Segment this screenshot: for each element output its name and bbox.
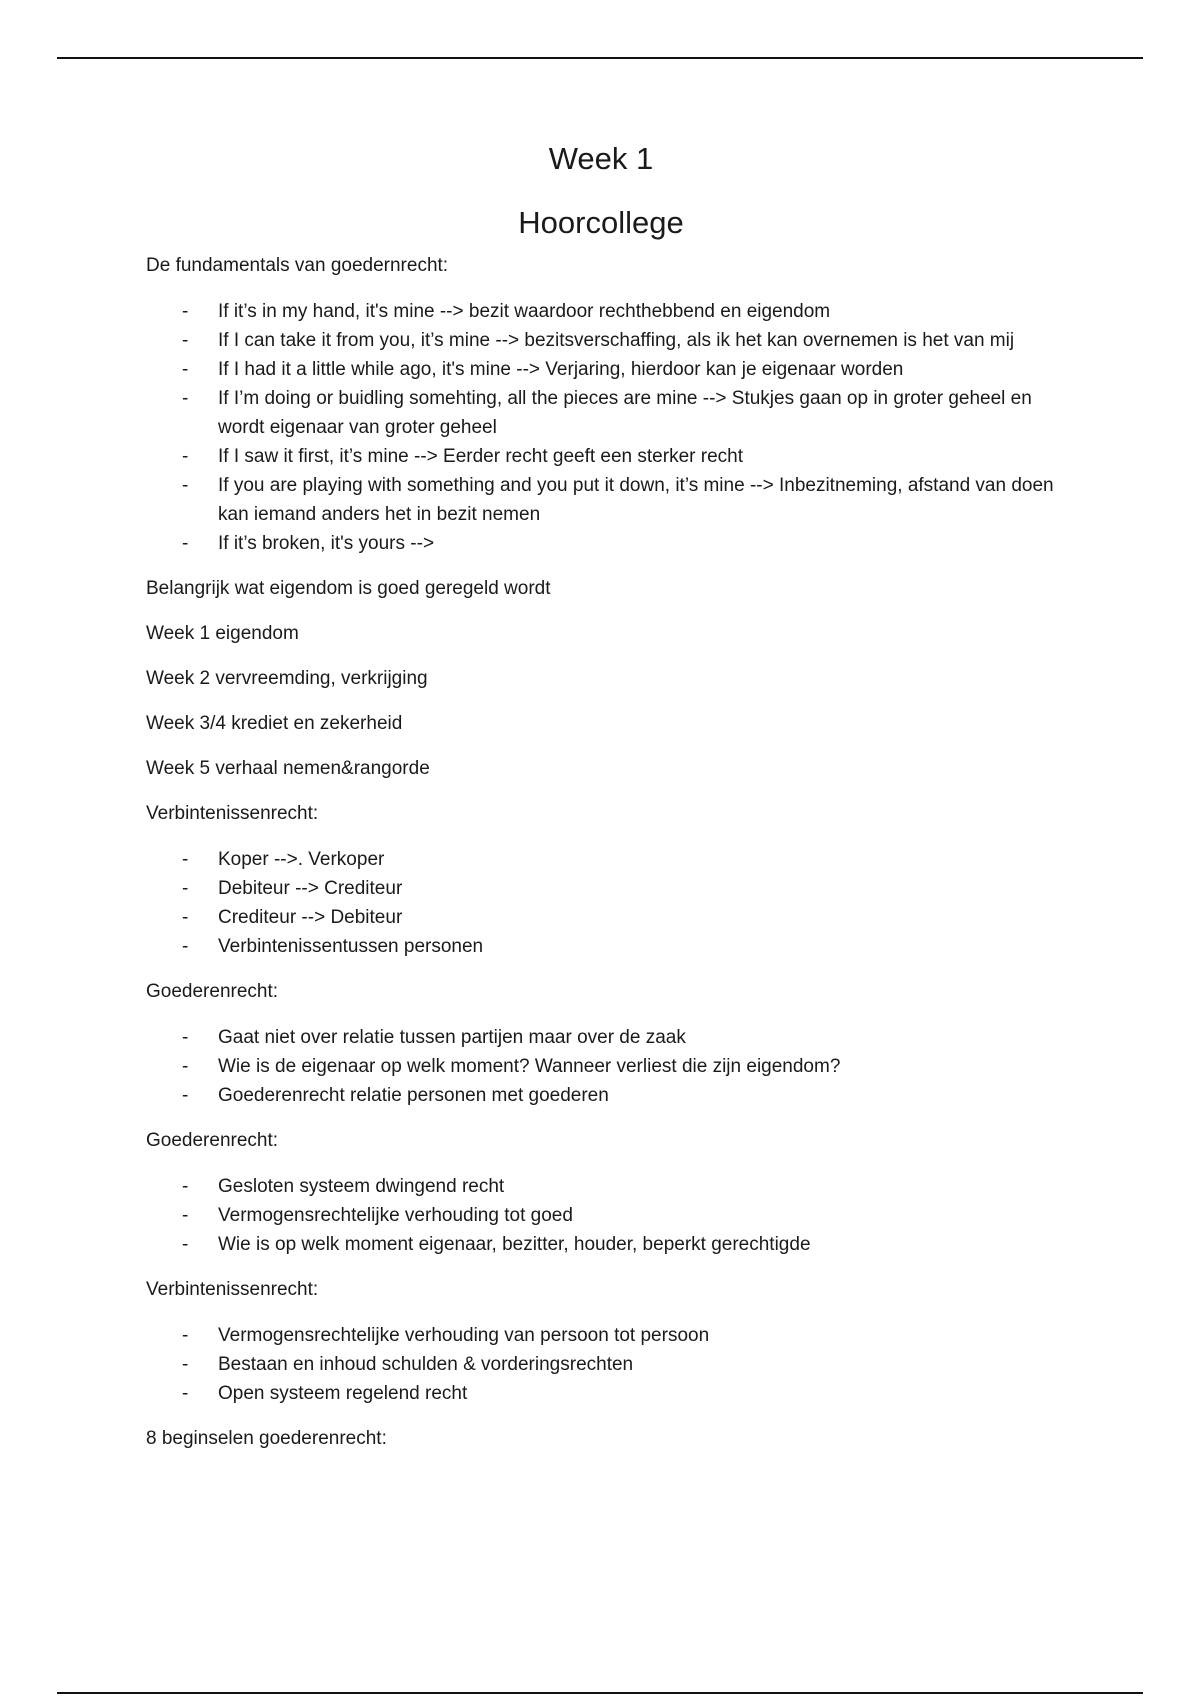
list-item: - Vermogensrechtelijke verhouding tot goed	[218, 1201, 1056, 1230]
document-subtitle: Hoorcollege	[518, 205, 684, 240]
list-item: - If I had it a little while ago, it's mine --> Verjaring, hierdoor kan je eigenaar worden	[218, 355, 1056, 384]
bullet-list	[146, 845, 1056, 961]
list-item: - Goederenrecht relatie personen met goederen	[218, 1081, 1056, 1110]
page-top-rule	[57, 57, 1143, 59]
list-item: - If it’s in my hand, it's mine --> bezit waardoor rechthebbend en eigendom	[218, 297, 1056, 326]
paragraph: Week 2 vervreemding, verkrijging	[146, 668, 428, 689]
page-bottom-rule	[57, 1692, 1143, 1694]
bullet-list	[146, 1023, 1056, 1110]
paragraph: Verbintenissenrecht:	[146, 1279, 319, 1300]
list-item: - If you are playing with something and you put it down, it’s mine --> Inbezitneming, afstand van doen kan iemand anders het in bezit nemen	[218, 471, 1056, 529]
paragraph: Goederenrecht:	[146, 981, 279, 1002]
list-item: - Vermogensrechtelijke verhouding van persoon tot persoon	[218, 1321, 1056, 1350]
paragraph: Goederenrecht:	[146, 1130, 279, 1151]
bullet-list	[146, 1321, 1056, 1408]
list-item: - Wie is de eigenaar op welk moment? Wanneer verliest die zijn eigendom?	[218, 1052, 1056, 1081]
list-item: - If I saw it first, it’s mine --> Eerder recht geeft een sterker recht	[218, 442, 1056, 471]
list-item: - If it’s broken, it's yours -->	[218, 529, 1056, 558]
paragraph: Belangrijk wat eigendom is goed geregeld wordt	[146, 578, 551, 599]
list-item: - Koper -->. Verkoper	[218, 845, 1056, 874]
paragraph: De fundamentals van goedernrecht:	[146, 255, 449, 276]
document-blocks	[146, 252, 1056, 1453]
bullet-list	[146, 1172, 1056, 1259]
document-body	[146, 140, 1056, 1470]
list-item: - Wie is op welk moment eigenaar, bezitter, houder, beperkt gerechtigde	[218, 1230, 1056, 1259]
paragraph: Week 1 eigendom	[146, 623, 299, 644]
list-item: - Gaat niet over relatie tussen partijen maar over de zaak	[218, 1023, 1056, 1052]
list-item: - Crediteur --> Debiteur	[218, 903, 1056, 932]
paragraph: Verbintenissenrecht:	[146, 803, 319, 824]
list-item: - Open systeem regelend recht	[218, 1379, 1056, 1408]
list-item: - If I’m doing or buidling somehting, all the pieces are mine --> Stukjes gaan op in groter geheel en wordt eigenaar van groter geheel	[218, 384, 1056, 442]
bullet-list	[146, 297, 1056, 558]
paragraph: Week 3/4 krediet en zekerheid	[146, 713, 403, 734]
list-item: - If I can take it from you, it’s mine --> bezitsverschaffing, als ik het kan overnemen is het van mij	[218, 326, 1056, 355]
document-title: Week 1	[548, 141, 654, 176]
paragraph: Week 5 verhaal nemen&rangorde	[146, 758, 430, 779]
list-item: - Bestaan en inhoud schulden & vorderingsrechten	[218, 1350, 1056, 1379]
list-item: - Verbintenissentussen personen	[218, 932, 1056, 961]
list-item: - Gesloten systeem dwingend recht	[218, 1172, 1056, 1201]
list-item: - Debiteur --> Crediteur	[218, 874, 1056, 903]
paragraph: 8 beginselen goederenrecht:	[146, 1428, 387, 1449]
